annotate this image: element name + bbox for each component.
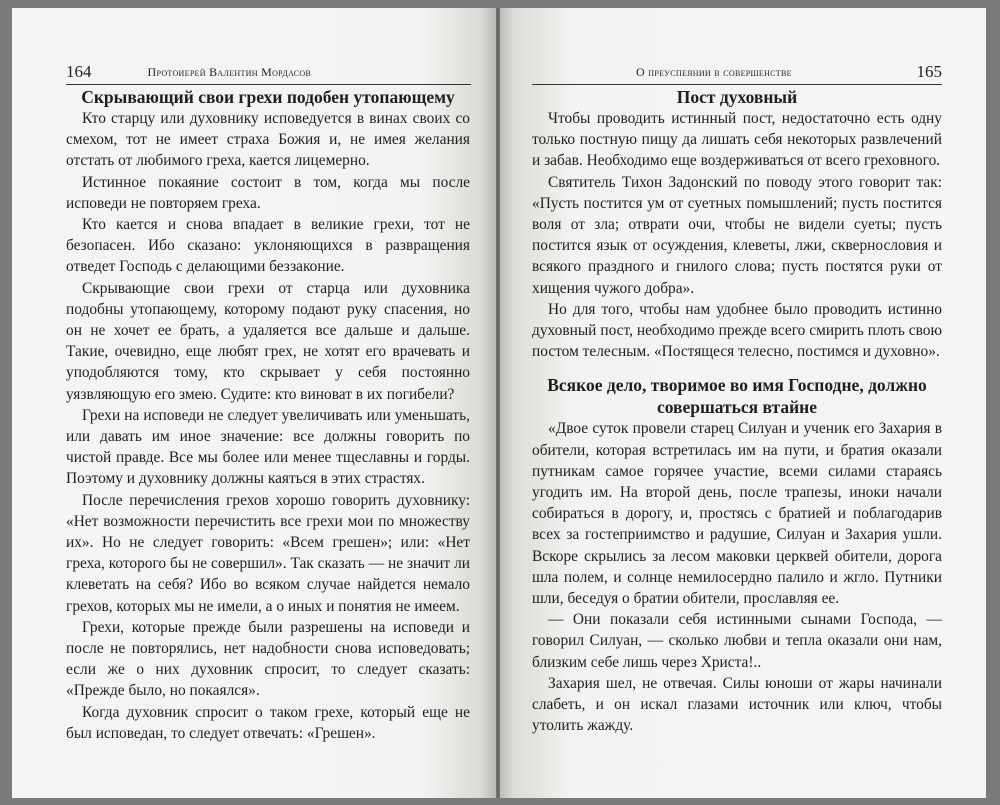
left-running-head: Протоиерей Валентин Мордасов	[147, 65, 312, 79]
paragraph: Святитель Тихон Задонский по поводу этого говорит так: «Пусть постится ум от суетных помышлений; пусть постится воля от зла; отврати очи, чтобы не видели суеты; пусть постится язык от осуждения, клеветы, лжи, сквернословия и всякого праздного и гнилого слова; пусть постятся руки от хищения чужого добра».	[532, 173, 942, 297]
paragraph: Грехи, которые прежде были разрешены на исповеди и после не повторялись, нет надобности снова исповедовать; если же о них духовник спросит, то следует сказать: «Прежде было, но покаялся».	[66, 618, 470, 700]
paragraph: Чтобы проводить истинный пост, недостаточно есть одну только постную пищу да лишать себя некоторых развлечений и забав. Необходимо еще воздерживаться от всего греховного.	[532, 110, 942, 170]
right-page-body	[532, 86, 942, 736]
paragraph: Но для того, чтобы нам удобнее было проводить истинно духовный пост, необходимо прежде всего смирить плоть свою постом телесным. «Постящеся телесно, постимся и духовно».	[532, 300, 942, 361]
right-page-number: 165	[916, 62, 942, 81]
left-page-header	[66, 58, 471, 85]
paragraph: Кто кается и снова впадает в великие грехи, тот не безопасен. Ибо сказано: уклоняющихся в развращения отведет Господь с делающими беззаконие.	[66, 216, 470, 276]
left-page	[12, 8, 496, 798]
left-page-body	[66, 86, 470, 744]
paragraph: Когда духовник спросит о таком грехе, который еще не был исповедан, то следует отвечать: «Грешен».	[66, 703, 470, 742]
paragraph: — Они показали себя истинными сынами Господа, — говорил Силуан, — сколько любви и тепла оказали они нам, близким себе лишь через Христа!..	[532, 611, 942, 671]
right-page-header	[532, 58, 942, 85]
section-heading-secret-deeds: Всякое дело, творимое во имя Господне, должно совершаться втайне	[547, 375, 927, 418]
paragraph: Истинное покаяние состоит в том, когда мы после исповеди не повторяем греха.	[66, 173, 470, 212]
left-section-heading: Скрывающий свои грехи подобен утопающему	[81, 87, 455, 107]
right-running-head: О преуспеянии в совершенстве	[636, 65, 792, 79]
paragraph: Захария шел, не отвечая. Силы юноши от жары начинали слабеть, и он искал глазами источник или ключ, чтобы утолить жажду.	[532, 674, 942, 735]
paragraph: После перечисления грехов хорошо говорить духовнику: «Нет возможности перечистить все грехи мои по множеству их». Но не следует говорить: «Всем грешен»; или: «Нет греха, которого бы не совершил». Так сказать — не значит ли клеветать на себя? Ибо во всяком случае найдется немало грехов, которых мы не имели, а о иных и понятия не имеем.	[66, 491, 470, 615]
right-page	[500, 8, 986, 798]
paragraph: Грехи на исповеди не следует увеличивать или уменьшать, или давать им иное значение: все должны говорить по чистой правде. Все мы более или менее тщеславны и горды. Поэтому и духовнику должны каяться в этих страстях.	[66, 406, 470, 488]
paragraph: Кто старцу или духовнику исповедуется в винах своих со смехом, тот не имеет страха Божия и, не имея желания отстать от любимого греха, кается лицемерно.	[66, 110, 470, 170]
paragraph: «Двое суток провели старец Силуан и ученик его Захария в обители, которая встретилась им на пути, и братия оказали путникам самое горячее участие, всеми силами стараясь угодить им. На второй день, после трапезы, иноки начали собираться в дорогу, и, простясь с братией и поблагодарив всех за гостеприимство и радушие, Силуан и Захария ушли. Вскоре скрылись за лесом маковки церквей обители, дорога шла полем, и солнце немилосердно палило и жгло. Путники шли, беседуя о братии обители, прославляя ее.	[532, 420, 942, 608]
section-heading-fast: Пост духовный	[676, 87, 798, 107]
section-spacer	[532, 362, 942, 374]
paragraph: Скрывающие свои грехи от старца или духовника подобны утопающему, которому подают руку спасения, но он не хочет ее брать, а удаляется все дальше и дальше. Такие, очевидно, еще любят грех, не хотят его врачевать и уподобляются тому, кто скрывает у себя постоянно уязвляющую его змею. Судите: кто виноват в их погибели?	[66, 279, 470, 403]
left-page-number: 164	[66, 62, 92, 81]
